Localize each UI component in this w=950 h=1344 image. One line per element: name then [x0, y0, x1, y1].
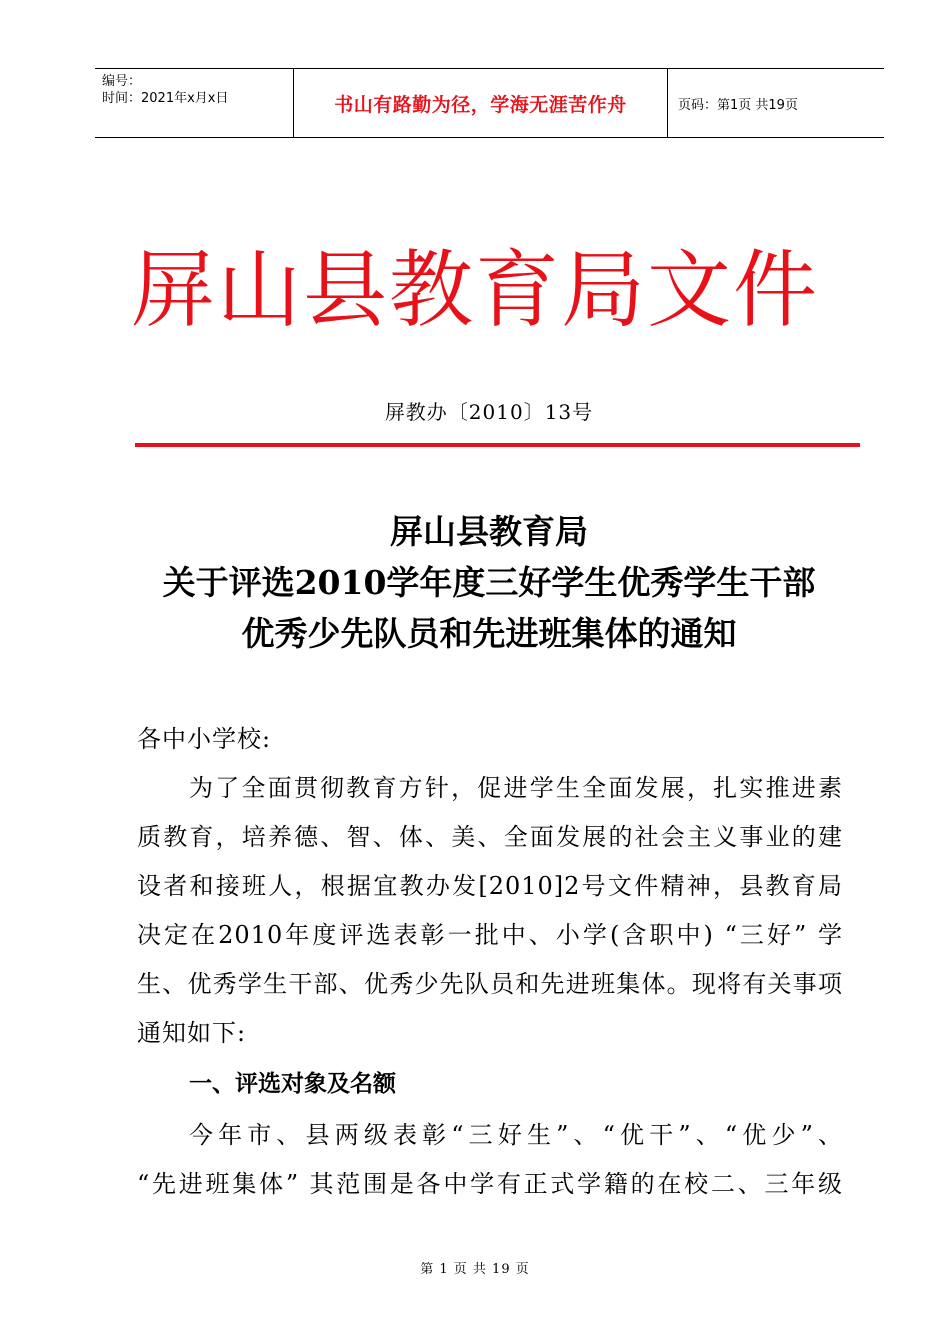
section-heading-1: 一、评选对象及名额: [189, 1071, 396, 1097]
red-document-title: 屏山县教育局文件: [130, 241, 819, 339]
header-page-info: 页码：第1页 共19页: [678, 97, 798, 113]
title-line-3: 优秀少先队员和先进班集体的通知: [241, 614, 737, 653]
paragraph-line: “先进班集体” 其范围是各中学有正式学籍的在校二、三年级: [137, 1170, 843, 1198]
paragraph-line: 设者和接班人，根据宜教办发[2010]2号文件精神，县教育局: [137, 872, 843, 900]
paragraph-2: [137, 1111, 843, 1209]
title-line-2: 关于评选2010学年度三好学生优秀学生干部: [162, 563, 816, 602]
paragraph-line: 通知如下:: [137, 1019, 247, 1047]
header-motto: 书山有路勤为径，学海无涯苦作舟: [294, 69, 668, 137]
paragraph-1: [137, 764, 843, 1058]
page-footer: 第 1 页 共 19 页: [420, 1262, 530, 1277]
title-line-1: 屏山县教育局: [390, 512, 588, 551]
header-meta: [95, 69, 294, 137]
salutation: 各中小学校:: [137, 725, 272, 753]
header-table: [95, 68, 884, 138]
paragraph-line: 质教育，培养德、智、体、美、全面发展的社会主义事业的建: [137, 823, 843, 851]
paragraph-line: 生、优秀学生干部、优秀少先队员和先进班集体。现将有关事项: [137, 970, 843, 998]
paragraph-line: 为了全面贯彻教育方针，促进学生全面发展，扎实推进素: [189, 774, 843, 802]
paragraph-line: 决定在2010年度评选表彰一批中、小学(含职中) “三好” 学: [137, 921, 843, 949]
paragraph-line: 今年市、县两级表彰“三好生”、“优干”、“优少”、: [189, 1121, 843, 1149]
red-divider: [135, 443, 860, 447]
document-number: 屏教办〔2010〕13号: [384, 400, 594, 424]
time-label: 时间：2021年x月x日: [102, 91, 229, 106]
serial-label: 编号：: [102, 74, 142, 89]
